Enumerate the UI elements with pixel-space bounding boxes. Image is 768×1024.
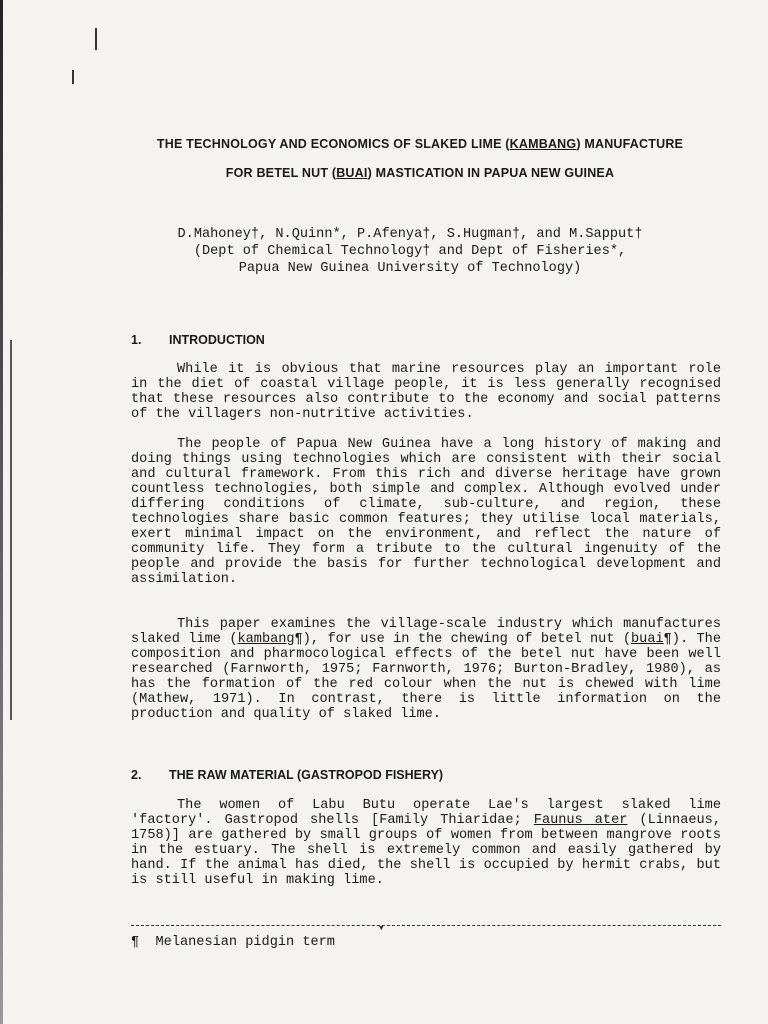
paragraph-2: The people of Papua New Guinea have a long history of making and doing things using technologies which are consistent with their social and cultural framework. From this rich and diverse heritage have grown countless technologies, both simple and complex. Although evolved under differing conditions of climate, sub-culture, and region, these technologies share basic common features; they utilise local materials, exert minimal impact on the environment, and reflect the nature of community life. They form a tribute to the cultural ingenuity of the people and provide the basis for further technological development and assimilation.	[131, 437, 721, 587]
term-faunus-ater: Faunus ater	[533, 813, 628, 828]
title-term-kambang: KAMBANG	[509, 137, 577, 151]
term-buai: buai	[631, 632, 664, 647]
footnote	[131, 935, 335, 950]
paragraph-text: (Linnaeus, 1758)] are gathered by small groups of women from between mangrove roots in the estuary. The shell is extremely common and easily gathered by hand. If the animal has died, the shell is occupied by hermit crabs, but is still useful in making lime.	[131, 813, 721, 888]
title-text: FOR BETEL NUT (	[225, 166, 337, 180]
title-term-buai: BUAI	[336, 166, 368, 180]
term-kambang: kambang	[237, 632, 295, 647]
paragraph-4	[131, 798, 721, 888]
scan-edge	[0, 0, 3, 1024]
paragraph-3	[131, 617, 721, 722]
author-affiliation: Papua New Guinea University of Technology)	[238, 261, 582, 276]
paragraph-text: ¶). The composition and pharmocological effects of the betel nut have been well researched (Farnworth, 1975; Farnworth, 1976; Burton-Bradley, 1980), as has the formation of the red colour when the nut is chewed with lime (Mathew, 1971). In contrast, there is little information on the production and quality of slaked lime.	[131, 632, 721, 722]
section-heading-raw-material	[131, 768, 443, 782]
scan-mark	[10, 340, 12, 720]
footnote-text: Melanesian pidgin term	[155, 935, 335, 950]
title-text: THE TECHNOLOGY AND ECONOMICS OF SLAKED LIME (	[156, 137, 510, 151]
section-heading-introduction	[131, 333, 265, 347]
footnote-symbol: ¶	[131, 935, 140, 950]
paper-title-line-2	[60, 166, 768, 180]
author-block	[40, 226, 768, 277]
section-number: 1.	[131, 333, 142, 347]
paragraph-1: While it is obvious that marine resources play an important role in the diet of coastal village people, it is less generally recognised that these resources also contribute to the economy and social patterns of the villagers non-nutritive activities.	[131, 362, 721, 422]
paragraph-text: ¶), for use in the chewing of betel nut (	[294, 632, 632, 647]
section-title: INTRODUCTION	[169, 333, 265, 347]
paragraph-text: This paper examines the village-scale industry which manufactures slaked lime (	[131, 617, 721, 647]
scan-mark	[72, 70, 74, 84]
author-names: D.Mahoney†, N.Quinn*, P.Afenya†, S.Hugman†, and M.Sapput†	[177, 227, 643, 242]
footnote-rule-notch: ▾	[378, 923, 385, 935]
author-affiliation: (Dept of Chemical Technology† and Dept of Fisheries*,	[193, 244, 627, 259]
section-title: THE RAW MATERIAL (GASTROPOD FISHERY)	[169, 768, 444, 782]
section-number: 2.	[131, 768, 142, 782]
title-text: ) MASTICATION IN PAPUA NEW GUINEA	[367, 166, 615, 180]
footnote-rule	[131, 925, 721, 926]
scan-mark	[95, 28, 97, 50]
title-text: ) MANUFACTURE	[576, 137, 684, 151]
paper-title-line-1	[60, 137, 768, 151]
paragraph-text: The women of Labu Butu operate Lae's largest slaked lime 'factory'. Gastropod shells [Family Thiaridae;	[131, 798, 721, 828]
